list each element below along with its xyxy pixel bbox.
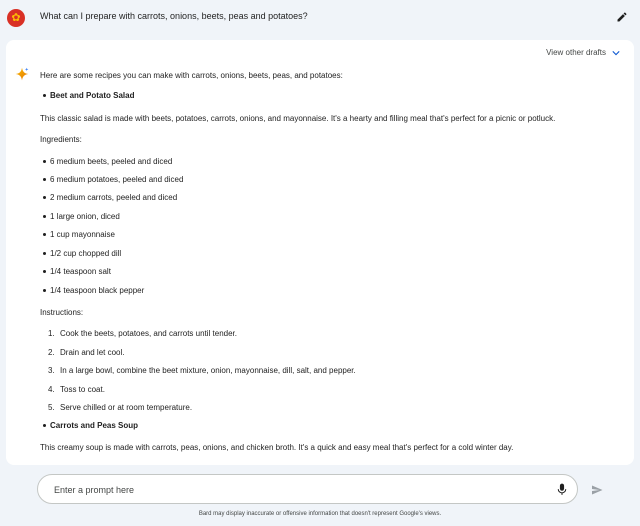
response-card: [6, 40, 634, 465]
sparkle-icon: [15, 67, 29, 81]
list-number: 3.: [48, 366, 55, 375]
list-item: 1/4 teaspoon black pepper: [50, 286, 145, 295]
recipe-description: This classic salad is made with beets, potatoes, carrots, onions, and mayonnaise. It's a hearty and filling meal that's perfect for a picnic or potluck.: [40, 114, 556, 123]
list-item: [48, 328, 237, 339]
view-other-drafts-button[interactable]: [546, 48, 620, 57]
prompt-input[interactable]: [54, 483, 534, 497]
list-item-text: Cook the beets, potatoes, and carrots until tender.: [60, 329, 237, 338]
disclaimer: Bard may display inaccurate or offensive information that doesn't represent Google's views.: [198, 511, 442, 517]
recipe-title: Beet and Potato Salad: [50, 91, 135, 100]
list-item: 6 medium potatoes, peeled and diced: [50, 175, 184, 184]
list-item-text: In a large bowl, combine the beet mixture, onion, mayonnaise, dill, salt, and pepper.: [60, 366, 356, 375]
response-intro: Here are some recipes you can make with carrots, onions, beets, peas, and potatoes:: [40, 71, 343, 80]
list-item-text: Toss to coat.: [60, 385, 105, 394]
list-item: 1/4 teaspoon salt: [50, 267, 111, 276]
list-number: 4.: [48, 385, 55, 394]
mic-icon[interactable]: [557, 483, 567, 496]
list-item: [48, 347, 124, 358]
list-number: 1.: [48, 329, 55, 338]
view-drafts-label: View other drafts: [546, 48, 606, 57]
chevron-down-icon: [612, 49, 620, 57]
list-item: 1 large onion, diced: [50, 212, 120, 221]
user-avatar-icon[interactable]: ✿: [7, 9, 25, 27]
instructions-label: Instructions:: [40, 308, 84, 317]
query-text: What can I prepare with carrots, onions, beets, peas and potatoes?: [40, 11, 308, 21]
query-bar: [0, 0, 640, 36]
list-number: 2.: [48, 348, 55, 357]
ingredients-label: Ingredients:: [40, 135, 82, 144]
prompt-box: [37, 474, 578, 504]
list-item: 1 cup mayonnaise: [50, 230, 115, 239]
list-item-text: Serve chilled or at room temperature.: [60, 403, 193, 412]
list-item: 1/2 cup chopped dill: [50, 249, 122, 258]
list-item: [48, 365, 356, 376]
list-number: 5.: [48, 403, 55, 412]
list-item: 6 medium beets, peeled and diced: [50, 157, 173, 166]
recipe-description: This creamy soup is made with carrots, peas, onions, and chicken broth. It's a quick and easy meal that's perfect for a cold winter day.: [40, 443, 514, 452]
edit-icon[interactable]: [616, 11, 628, 23]
send-icon[interactable]: [591, 484, 603, 496]
list-item-text: Drain and let cool.: [60, 348, 125, 357]
recipe-title: Carrots and Peas Soup: [50, 421, 139, 430]
list-item: 2 medium carrots, peeled and diced: [50, 193, 178, 202]
list-item: [48, 384, 105, 395]
list-item: [48, 402, 192, 413]
